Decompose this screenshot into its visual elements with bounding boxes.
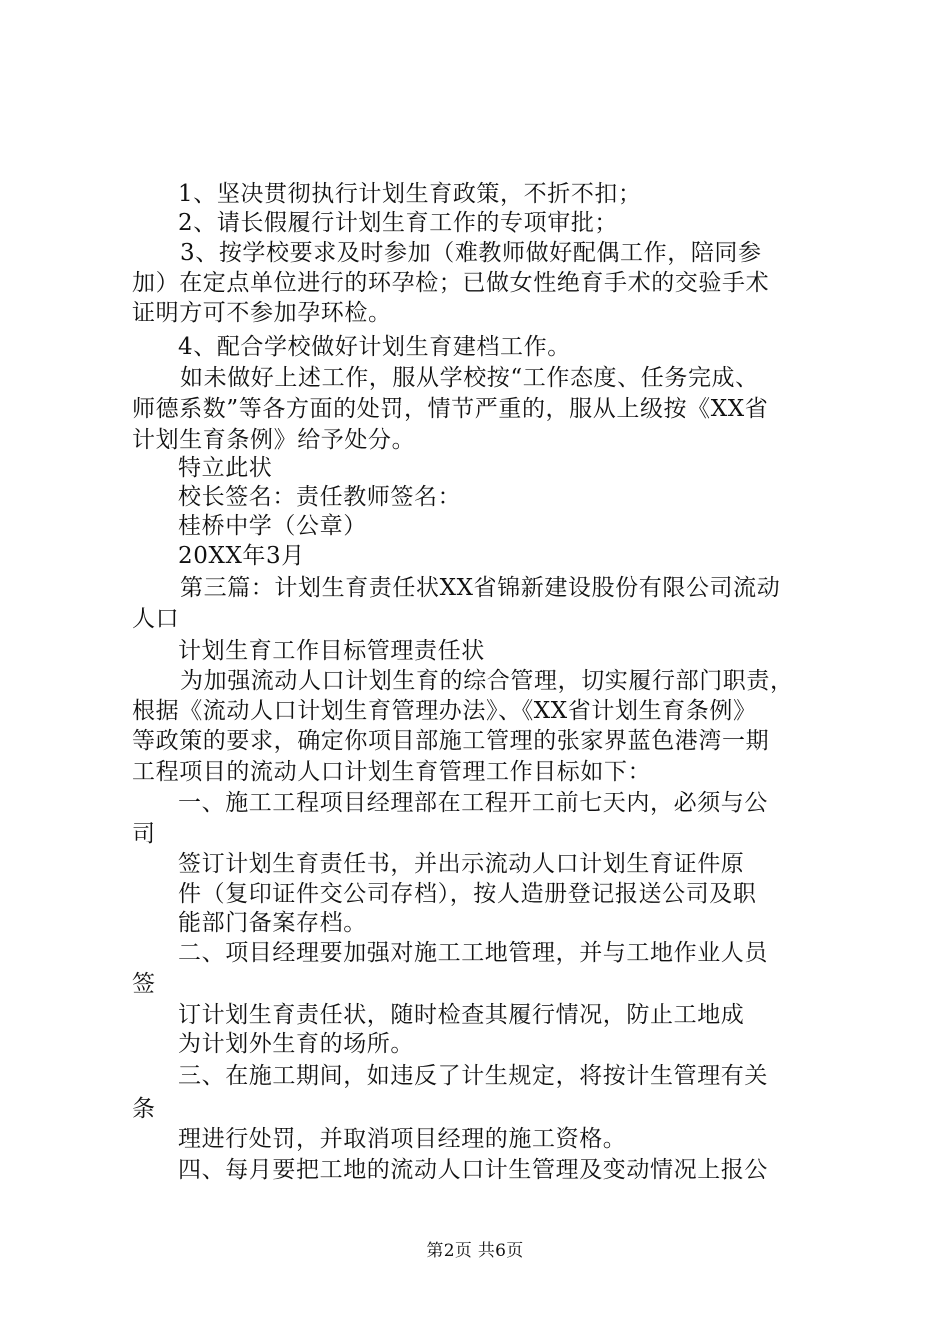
text-line: 桂桥中学（公章） — [178, 513, 367, 539]
text-line: 一、施工工程项目经理部在工程开工前七天内，必须与公 — [178, 790, 768, 816]
text-line: 等政策的要求，确定你项目部施工管理的张家界蓝色港湾一期 — [132, 728, 770, 754]
text-line: 司 — [132, 821, 156, 847]
text-line: 为计划外生育的场所。 — [178, 1031, 414, 1057]
text-line: 3、按学校要求及时参加（难教师做好配偶工作，陪同参 — [180, 240, 762, 266]
text-line: 特立此状 — [178, 455, 273, 481]
text-line: 4、配合学校做好计划生育建档工作。 — [178, 334, 571, 360]
text-line: 师德系数”等各方面的处罚，情节严重的，服从上级按《XX省 — [132, 396, 769, 422]
text-line: 校长签名：责任教师签名： — [178, 484, 462, 510]
text-line: 订计划生育责任状，随时检查其履行情况，防止工地成 — [178, 1002, 745, 1028]
text-line: 四、每月要把工地的流动人口计生管理及变动情况上报公 — [178, 1157, 768, 1183]
text-line: 条 — [132, 1096, 156, 1122]
text-line: 签订计划生育责任书，并出示流动人口计划生育证件原 — [178, 851, 745, 877]
text-line: 根据《流动人口计划生育管理办法》、《XX省计划生育条例》 — [132, 698, 757, 724]
text-line: 计划生育工作目标管理责任状 — [178, 638, 485, 664]
text-line: 能部门备案存档。 — [178, 910, 367, 936]
text-line: 工程项目的流动人口计划生育管理工作目标如下： — [132, 759, 652, 785]
text-line: 20XX年3月 — [178, 543, 305, 569]
text-line: 二、项目经理要加强对施工工地管理，并与工地作业人员 — [178, 940, 768, 966]
text-line: 第三篇：计划生育责任状XX省锦新建设股份有限公司流动 — [180, 575, 781, 601]
text-line: 三、在施工期间，如违反了计生规定，将按计生管理有关 — [178, 1063, 768, 1089]
text-line: 签 — [132, 971, 156, 997]
text-line: 1、坚决贯彻执行计划生育政策，不折不扣； — [178, 181, 642, 207]
text-line: 证明方可不参加孕环检。 — [132, 300, 392, 326]
text-line: 如未做好上述工作，服从学校按“工作态度、任务完成、 — [180, 365, 759, 391]
text-line: 为加强流动人口计划生育的综合管理，切实履行部门职责， — [180, 668, 794, 694]
text-line: 2、请长假履行计划生育工作的专项审批； — [178, 210, 619, 236]
page-number-footer: 第2页 共6页 — [426, 1241, 524, 1261]
text-line: 人口 — [132, 606, 180, 632]
text-line: 理进行处罚，并取消项目经理的施工资格。 — [178, 1126, 627, 1152]
text-line: 加）在定点单位进行的环孕检；已做女性绝育手术的交验手术 — [132, 270, 770, 296]
text-line: 计划生育条例》给予处分。 — [132, 427, 416, 453]
text-line: 件（复印证件交公司存档），按人造册登记报送公司及职 — [178, 881, 757, 907]
